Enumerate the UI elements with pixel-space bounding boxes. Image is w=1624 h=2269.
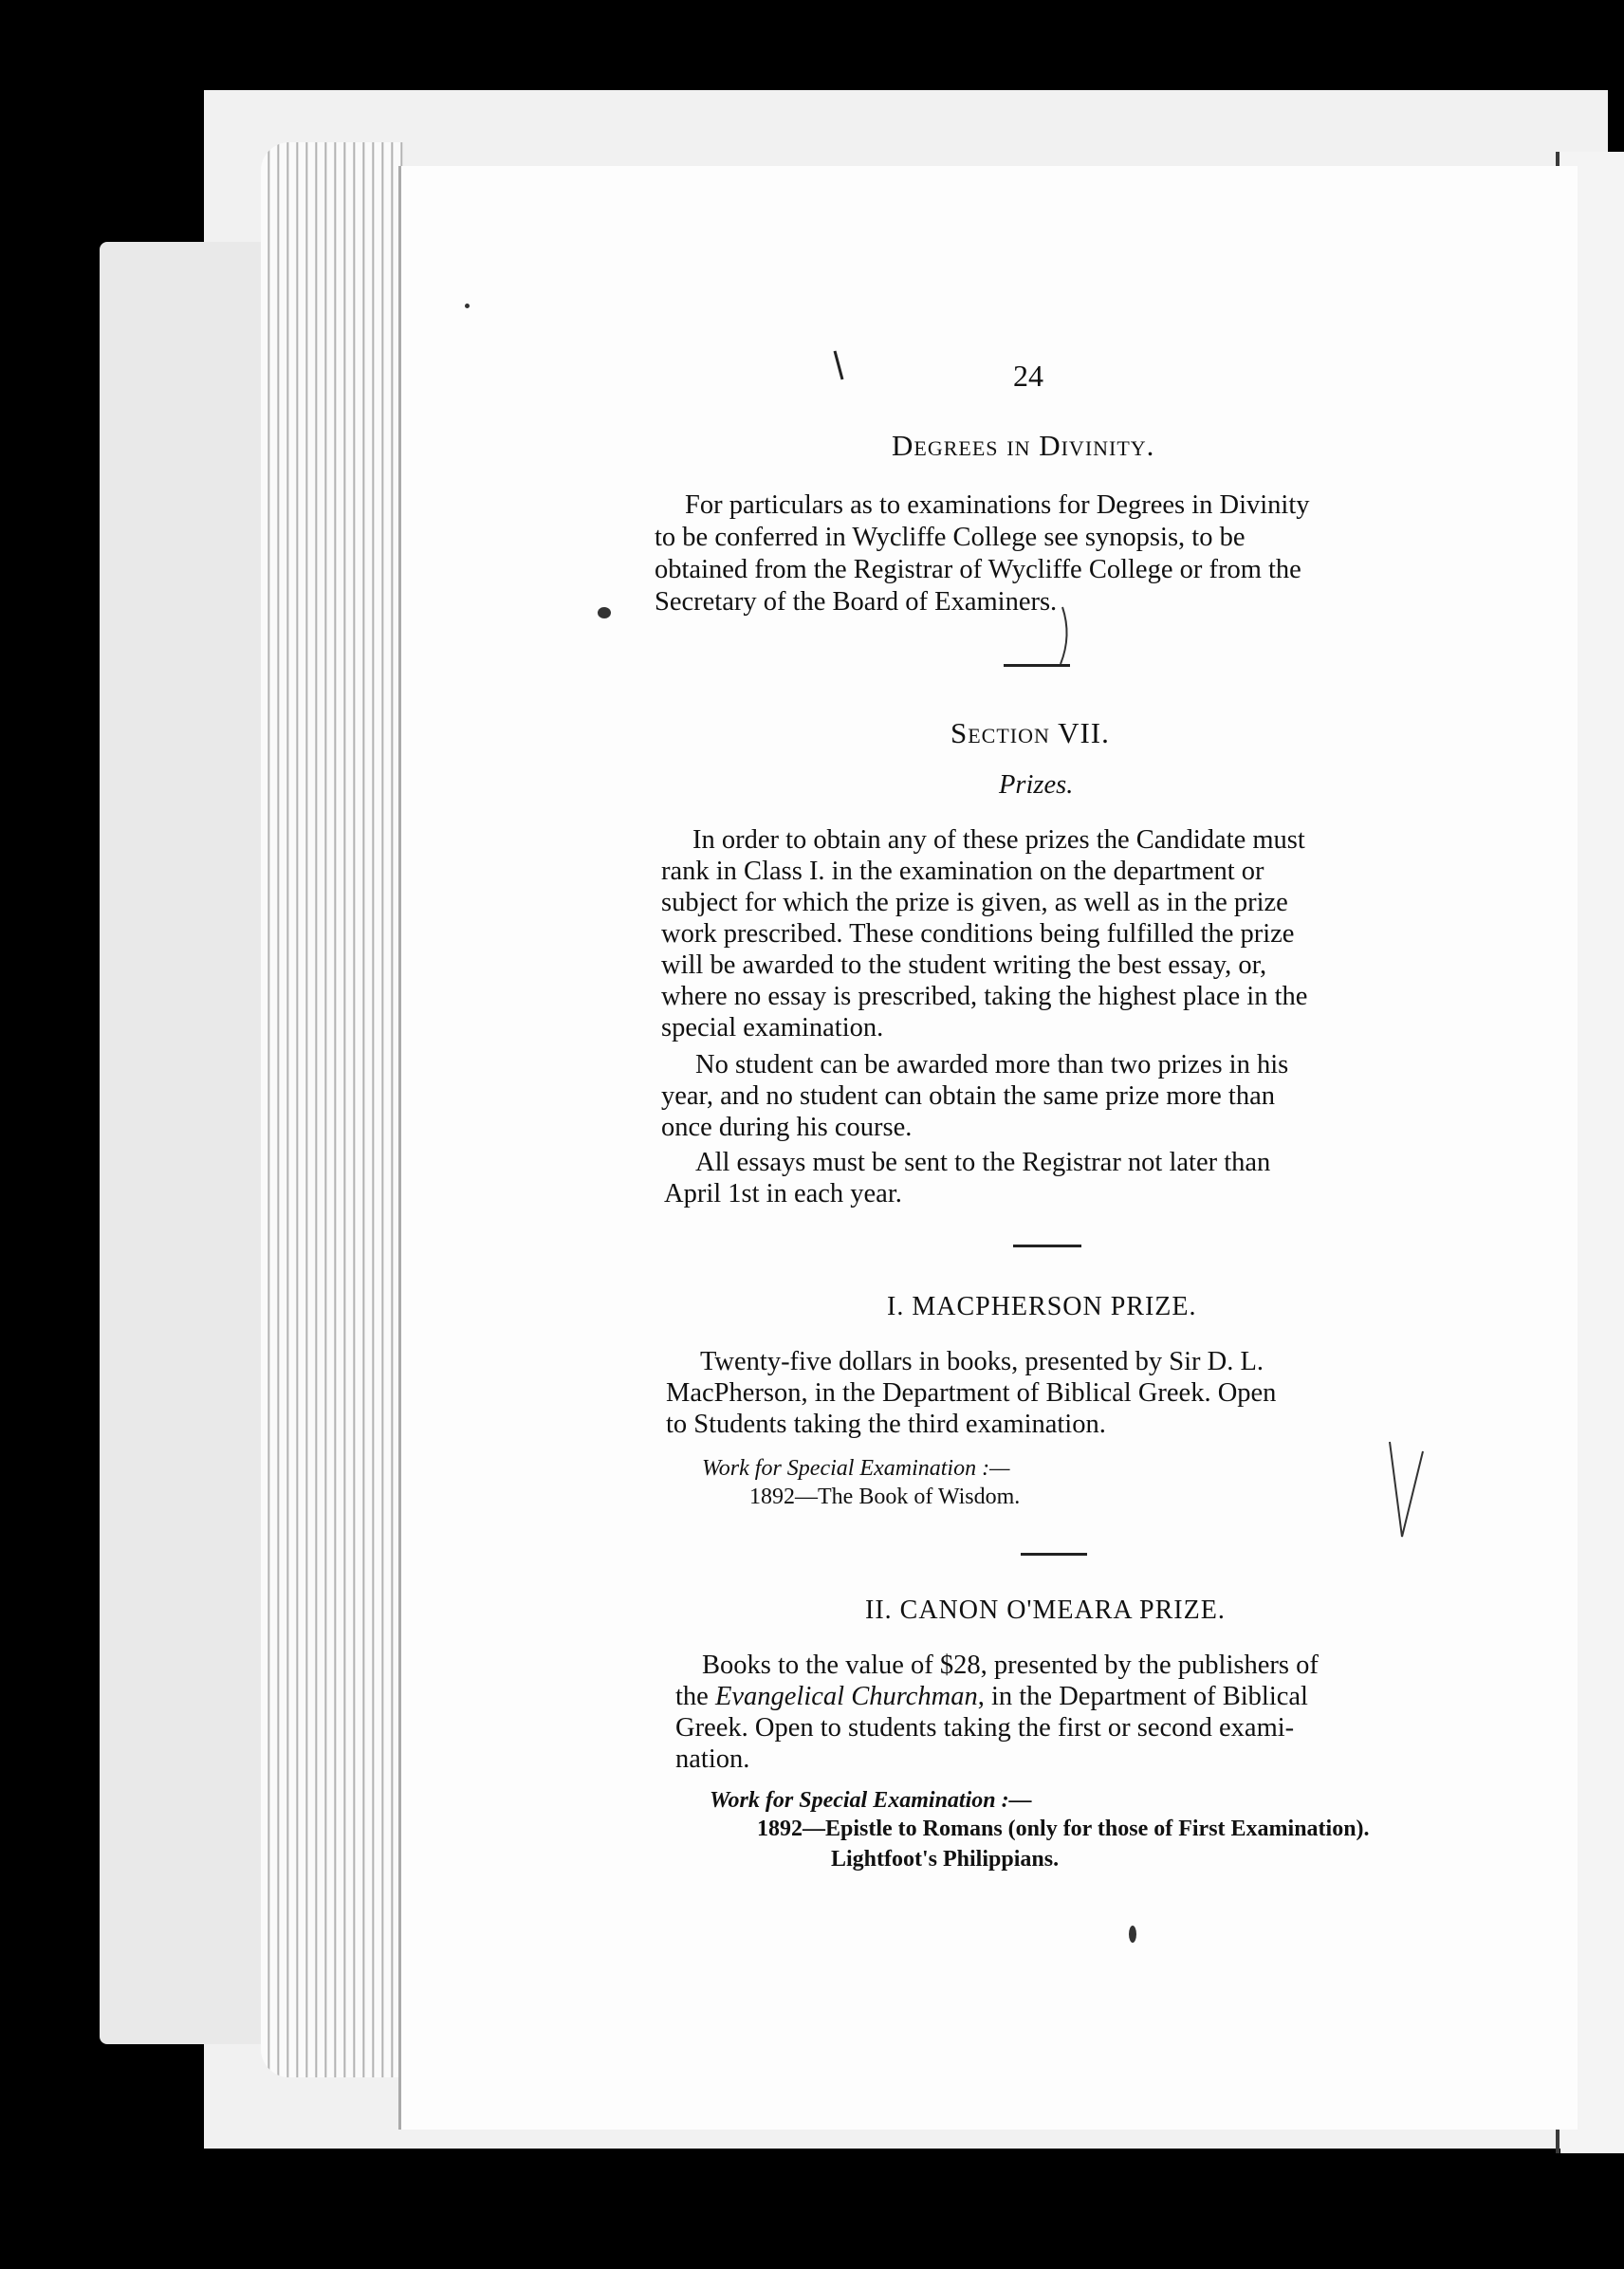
macpherson-heading: I. MACPHERSON PRIZE. xyxy=(887,1292,1197,1321)
para2-line-2: year, and no student can obtain the same prize more than xyxy=(661,1081,1275,1111)
macpherson-work-label: Work for Special Examination :— xyxy=(702,1456,1010,1481)
omeara-heading: II. CANON O'MEARA PRIZE. xyxy=(865,1596,1226,1625)
degrees-line-1: For particulars as to examinations for Degrees in Divinity xyxy=(685,490,1310,520)
omeara-work-item-2: Lightfoot's Philippians. xyxy=(831,1847,1060,1872)
degrees-line-4: Secretary of the Board of Examiners. xyxy=(655,587,1058,617)
omeara-line-2-post: , in the Department of Biblical xyxy=(977,1682,1308,1711)
para2-line-3: once during his course. xyxy=(661,1113,913,1142)
macpherson-line-3: to Students taking the third examination. xyxy=(666,1410,1106,1439)
publication-title: Evangelical Churchman xyxy=(714,1682,978,1711)
macpherson-line-1: Twenty-five dollars in books, presented by Sir D. L. xyxy=(700,1347,1264,1376)
omeara-work-label: Work for Special Examination :— xyxy=(710,1788,1032,1813)
page-number: 24 xyxy=(1013,359,1043,393)
omeara-line-4: nation. xyxy=(675,1744,750,1774)
para1-line-3: subject for which the prize is given, as well as in the prize xyxy=(661,888,1288,917)
omeara-line-3: Greek. Open to students taking the first or second exami- xyxy=(675,1713,1295,1743)
degrees-line-3: obtained from the Registrar of Wycliffe College or from the xyxy=(655,555,1301,584)
para3-line-1: All essays must be sent to the Registrar not later than xyxy=(695,1148,1271,1177)
section-subheading: Prizes. xyxy=(999,770,1074,800)
para1-line-2: rank in Class I. in the examination on the department or xyxy=(661,857,1264,886)
para1-line-7: special examination. xyxy=(661,1013,884,1042)
macpherson-line-2: MacPherson, in the Department of Biblical Greek. Open xyxy=(666,1378,1277,1408)
para1-line-6: where no essay is prescribed, taking the highest place in the xyxy=(661,982,1308,1011)
omeara-line-2-pre: the xyxy=(675,1682,715,1711)
para1-line-5: will be awarded to the student writing the best essay, or, xyxy=(661,950,1267,980)
degrees-line-2: to be conferred in Wycliffe College see synopsis, to be xyxy=(655,523,1246,552)
macpherson-work-item: 1892—The Book of Wisdom. xyxy=(749,1485,1021,1509)
para1-line-4: work prescribed. These conditions being fulfilled the prize xyxy=(661,919,1295,949)
omeara-line-1: Books to the value of $28, presented by the publishers of xyxy=(702,1651,1319,1680)
section-heading: Section VII. xyxy=(950,716,1110,749)
para1-line-1: In order to obtain any of these prizes the Candidate must xyxy=(692,825,1305,855)
para3-line-2: April 1st in each year. xyxy=(664,1179,902,1208)
para2-line-1: No student can be awarded more than two prizes in his xyxy=(695,1050,1289,1079)
degrees-heading: Degrees in Divinity. xyxy=(892,429,1155,462)
omeara-work-item-1: 1892—Epistle to Romans (only for those of First Examination). xyxy=(757,1817,1370,1841)
